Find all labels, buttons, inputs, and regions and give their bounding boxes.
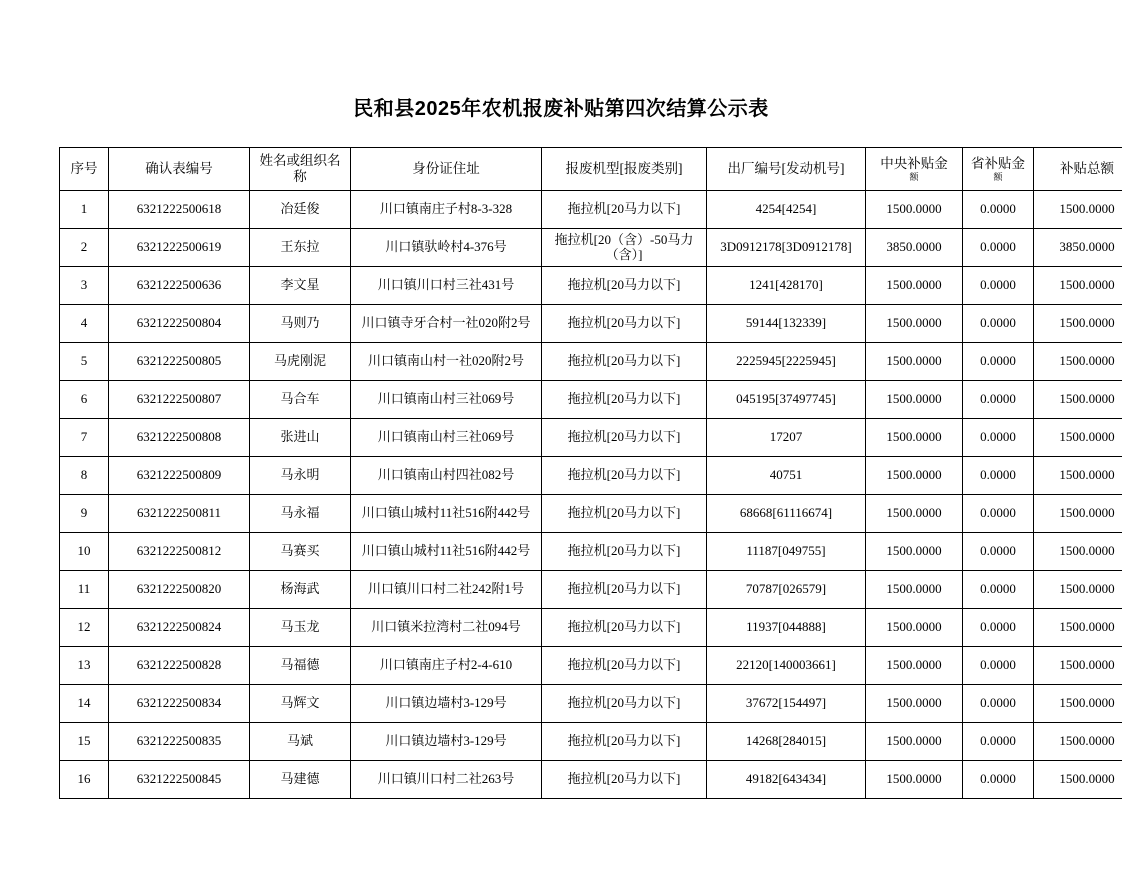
cell-total-subsidy: 1500.0000 (1034, 305, 1122, 343)
cell-address: 川口镇南庄子村8-3-328 (351, 191, 542, 229)
cell-central-subsidy: 1500.0000 (866, 761, 963, 799)
cell-seq: 6 (60, 381, 109, 419)
cell-machine-type: 拖拉机[20马力以下] (542, 381, 707, 419)
table-container (0, 147, 1122, 799)
table-row (60, 457, 1122, 495)
cell-province-subsidy: 0.0000 (963, 419, 1034, 457)
cell-total-subsidy: 1500.0000 (1034, 419, 1122, 457)
cell-machine-type: 拖拉机[20马力以下] (542, 685, 707, 723)
cell-total-subsidy: 1500.0000 (1034, 267, 1122, 305)
cell-province-subsidy: 0.0000 (963, 761, 1034, 799)
cell-machine-type: 拖拉机[20马力以下] (542, 191, 707, 229)
cell-address: 川口镇边墙村3-129号 (351, 723, 542, 761)
cell-name: 马赛买 (250, 533, 351, 571)
cell-central-subsidy: 3850.0000 (866, 229, 963, 267)
page-title: 民和县2025年农机报废补贴第四次结算公示表 (0, 92, 1122, 121)
cell-central-subsidy: 1500.0000 (866, 381, 963, 419)
cell-factory-no: 40751 (707, 457, 866, 495)
cell-factory-no: 045195[37497745] (707, 381, 866, 419)
cell-machine-type: 拖拉机[20马力以下] (542, 305, 707, 343)
table-row (60, 723, 1122, 761)
cell-total-subsidy: 1500.0000 (1034, 191, 1122, 229)
cell-address: 川口镇边墙村3-129号 (351, 685, 542, 723)
table-row (60, 267, 1122, 305)
cell-machine-type: 拖拉机[20马力以下] (542, 419, 707, 457)
cell-total-subsidy: 1500.0000 (1034, 343, 1122, 381)
cell-address: 川口镇南山村三社069号 (351, 419, 542, 457)
cell-total-subsidy: 1500.0000 (1034, 647, 1122, 685)
cell-name: 杨海武 (250, 571, 351, 609)
cell-seq: 7 (60, 419, 109, 457)
cell-factory-no: 2225945[2225945] (707, 343, 866, 381)
cell-province-subsidy: 0.0000 (963, 495, 1034, 533)
table-row (60, 571, 1122, 609)
cell-form-no: 6321222500619 (109, 229, 250, 267)
cell-total-subsidy: 1500.0000 (1034, 381, 1122, 419)
cell-province-subsidy: 0.0000 (963, 571, 1034, 609)
cell-seq: 16 (60, 761, 109, 799)
cell-name: 马永福 (250, 495, 351, 533)
cell-central-subsidy: 1500.0000 (866, 267, 963, 305)
cell-machine-type: 拖拉机[20马力以下] (542, 533, 707, 571)
cell-address: 川口镇川口村三社431号 (351, 267, 542, 305)
cell-form-no: 6321222500805 (109, 343, 250, 381)
cell-province-subsidy: 0.0000 (963, 533, 1034, 571)
subsidy-table (59, 147, 1122, 799)
table-row (60, 419, 1122, 457)
cell-province-subsidy: 0.0000 (963, 305, 1034, 343)
cell-address: 川口镇南山村四社082号 (351, 457, 542, 495)
cell-central-subsidy: 1500.0000 (866, 305, 963, 343)
table-row (60, 685, 1122, 723)
cell-seq: 14 (60, 685, 109, 723)
cell-seq: 10 (60, 533, 109, 571)
cell-name: 马辉文 (250, 685, 351, 723)
cell-total-subsidy: 1500.0000 (1034, 761, 1122, 799)
cell-machine-type: 拖拉机[20马力以下] (542, 343, 707, 381)
table-row (60, 381, 1122, 419)
cell-total-subsidy: 1500.0000 (1034, 457, 1122, 495)
cell-form-no: 6321222500828 (109, 647, 250, 685)
column-header-province-subsidy-main: 省补贴金 (971, 156, 1025, 171)
header-row (60, 148, 1122, 191)
cell-seq: 2 (60, 229, 109, 267)
column-header-central-subsidy-main: 中央补贴金 (880, 156, 948, 171)
cell-form-no: 6321222500820 (109, 571, 250, 609)
table-row (60, 229, 1122, 267)
cell-province-subsidy: 0.0000 (963, 609, 1034, 647)
cell-name: 马则乃 (250, 305, 351, 343)
column-header-total-subsidy: 补贴总额 (1034, 148, 1122, 191)
cell-province-subsidy: 0.0000 (963, 267, 1034, 305)
cell-form-no: 6321222500834 (109, 685, 250, 723)
cell-name: 马玉龙 (250, 609, 351, 647)
cell-machine-type: 拖拉机[20（含）-50马力（含）] (542, 229, 707, 267)
cell-address: 川口镇山城村11社516附442号 (351, 495, 542, 533)
cell-factory-no: 59144[132339] (707, 305, 866, 343)
cell-province-subsidy: 0.0000 (963, 647, 1034, 685)
cell-factory-no: 22120[140003661] (707, 647, 866, 685)
cell-seq: 13 (60, 647, 109, 685)
table-row (60, 343, 1122, 381)
cell-form-no: 6321222500845 (109, 761, 250, 799)
cell-factory-no: 68668[61116674] (707, 495, 866, 533)
cell-factory-no: 17207 (707, 419, 866, 457)
cell-name: 马永明 (250, 457, 351, 495)
cell-address: 川口镇川口村二社263号 (351, 761, 542, 799)
cell-name: 马福德 (250, 647, 351, 685)
cell-total-subsidy: 1500.0000 (1034, 685, 1122, 723)
cell-address: 川口镇南庄子村2-4-610 (351, 647, 542, 685)
cell-central-subsidy: 1500.0000 (866, 685, 963, 723)
cell-name: 冶廷俊 (250, 191, 351, 229)
cell-province-subsidy: 0.0000 (963, 191, 1034, 229)
column-header-central-subsidy (866, 148, 963, 191)
column-header-name: 姓名或组织名称 (250, 148, 351, 191)
cell-machine-type: 拖拉机[20马力以下] (542, 457, 707, 495)
cell-province-subsidy: 0.0000 (963, 685, 1034, 723)
cell-form-no: 6321222500809 (109, 457, 250, 495)
cell-factory-no: 11187[049755] (707, 533, 866, 571)
cell-seq: 3 (60, 267, 109, 305)
cell-address: 川口镇寺牙合村一社020附2号 (351, 305, 542, 343)
cell-province-subsidy: 0.0000 (963, 457, 1034, 495)
cell-address: 川口镇驮岭村4-376号 (351, 229, 542, 267)
cell-machine-type: 拖拉机[20马力以下] (542, 723, 707, 761)
cell-total-subsidy: 1500.0000 (1034, 571, 1122, 609)
table-row (60, 609, 1122, 647)
cell-seq: 15 (60, 723, 109, 761)
column-header-province-subsidy (963, 148, 1034, 191)
cell-form-no: 6321222500807 (109, 381, 250, 419)
cell-form-no: 6321222500812 (109, 533, 250, 571)
cell-factory-no: 4254[4254] (707, 191, 866, 229)
column-header-seq: 序号 (60, 148, 109, 191)
cell-factory-no: 14268[284015] (707, 723, 866, 761)
cell-province-subsidy: 0.0000 (963, 343, 1034, 381)
cell-central-subsidy: 1500.0000 (866, 191, 963, 229)
cell-address: 川口镇川口村二社242附1号 (351, 571, 542, 609)
cell-total-subsidy: 1500.0000 (1034, 495, 1122, 533)
cell-form-no: 6321222500804 (109, 305, 250, 343)
cell-name: 马建德 (250, 761, 351, 799)
cell-central-subsidy: 1500.0000 (866, 495, 963, 533)
cell-province-subsidy: 0.0000 (963, 229, 1034, 267)
table-header (60, 148, 1122, 191)
cell-province-subsidy: 0.0000 (963, 381, 1034, 419)
column-header-factory-no: 出厂编号[发动机号] (707, 148, 866, 191)
cell-total-subsidy: 3850.0000 (1034, 229, 1122, 267)
cell-central-subsidy: 1500.0000 (866, 723, 963, 761)
cell-form-no: 6321222500618 (109, 191, 250, 229)
table-body (60, 191, 1122, 799)
cell-form-no: 6321222500835 (109, 723, 250, 761)
cell-seq: 11 (60, 571, 109, 609)
cell-central-subsidy: 1500.0000 (866, 533, 963, 571)
column-header-province-subsidy-sub: 额 (966, 173, 1030, 182)
cell-address: 川口镇南山村三社069号 (351, 381, 542, 419)
cell-total-subsidy: 1500.0000 (1034, 609, 1122, 647)
column-header-address: 身份证住址 (351, 148, 542, 191)
cell-seq: 1 (60, 191, 109, 229)
table-row (60, 647, 1122, 685)
cell-factory-no: 49182[643434] (707, 761, 866, 799)
cell-central-subsidy: 1500.0000 (866, 647, 963, 685)
cell-machine-type: 拖拉机[20马力以下] (542, 609, 707, 647)
column-header-machine-type: 报废机型[报废类别] (542, 148, 707, 191)
cell-total-subsidy: 1500.0000 (1034, 533, 1122, 571)
cell-address: 川口镇米拉湾村二社094号 (351, 609, 542, 647)
cell-address: 川口镇南山村一社020附2号 (351, 343, 542, 381)
cell-name: 张进山 (250, 419, 351, 457)
cell-form-no: 6321222500824 (109, 609, 250, 647)
cell-name: 马虎刚泥 (250, 343, 351, 381)
cell-province-subsidy: 0.0000 (963, 723, 1034, 761)
column-header-form-no: 确认表编号 (109, 148, 250, 191)
cell-form-no: 6321222500808 (109, 419, 250, 457)
cell-name: 马斌 (250, 723, 351, 761)
cell-seq: 8 (60, 457, 109, 495)
cell-machine-type: 拖拉机[20马力以下] (542, 267, 707, 305)
cell-machine-type: 拖拉机[20马力以下] (542, 761, 707, 799)
cell-form-no: 6321222500636 (109, 267, 250, 305)
cell-factory-no: 1241[428170] (707, 267, 866, 305)
cell-total-subsidy: 1500.0000 (1034, 723, 1122, 761)
cell-factory-no: 70787[026579] (707, 571, 866, 609)
cell-central-subsidy: 1500.0000 (866, 457, 963, 495)
cell-machine-type: 拖拉机[20马力以下] (542, 495, 707, 533)
cell-factory-no: 11937[044888] (707, 609, 866, 647)
cell-machine-type: 拖拉机[20马力以下] (542, 647, 707, 685)
cell-seq: 5 (60, 343, 109, 381)
cell-name: 李文星 (250, 267, 351, 305)
column-header-central-subsidy-sub: 额 (869, 173, 959, 182)
cell-central-subsidy: 1500.0000 (866, 419, 963, 457)
cell-factory-no: 3D0912178[3D0912178] (707, 229, 866, 267)
cell-name: 马合车 (250, 381, 351, 419)
cell-form-no: 6321222500811 (109, 495, 250, 533)
cell-seq: 9 (60, 495, 109, 533)
cell-name: 王东拉 (250, 229, 351, 267)
cell-central-subsidy: 1500.0000 (866, 609, 963, 647)
cell-central-subsidy: 1500.0000 (866, 343, 963, 381)
cell-machine-type: 拖拉机[20马力以下] (542, 571, 707, 609)
table-row (60, 533, 1122, 571)
table-row (60, 191, 1122, 229)
cell-seq: 4 (60, 305, 109, 343)
table-row (60, 305, 1122, 343)
table-row (60, 495, 1122, 533)
cell-seq: 12 (60, 609, 109, 647)
cell-factory-no: 37672[154497] (707, 685, 866, 723)
cell-central-subsidy: 1500.0000 (866, 571, 963, 609)
document-page (0, 92, 1122, 885)
cell-address: 川口镇山城村11社516附442号 (351, 533, 542, 571)
